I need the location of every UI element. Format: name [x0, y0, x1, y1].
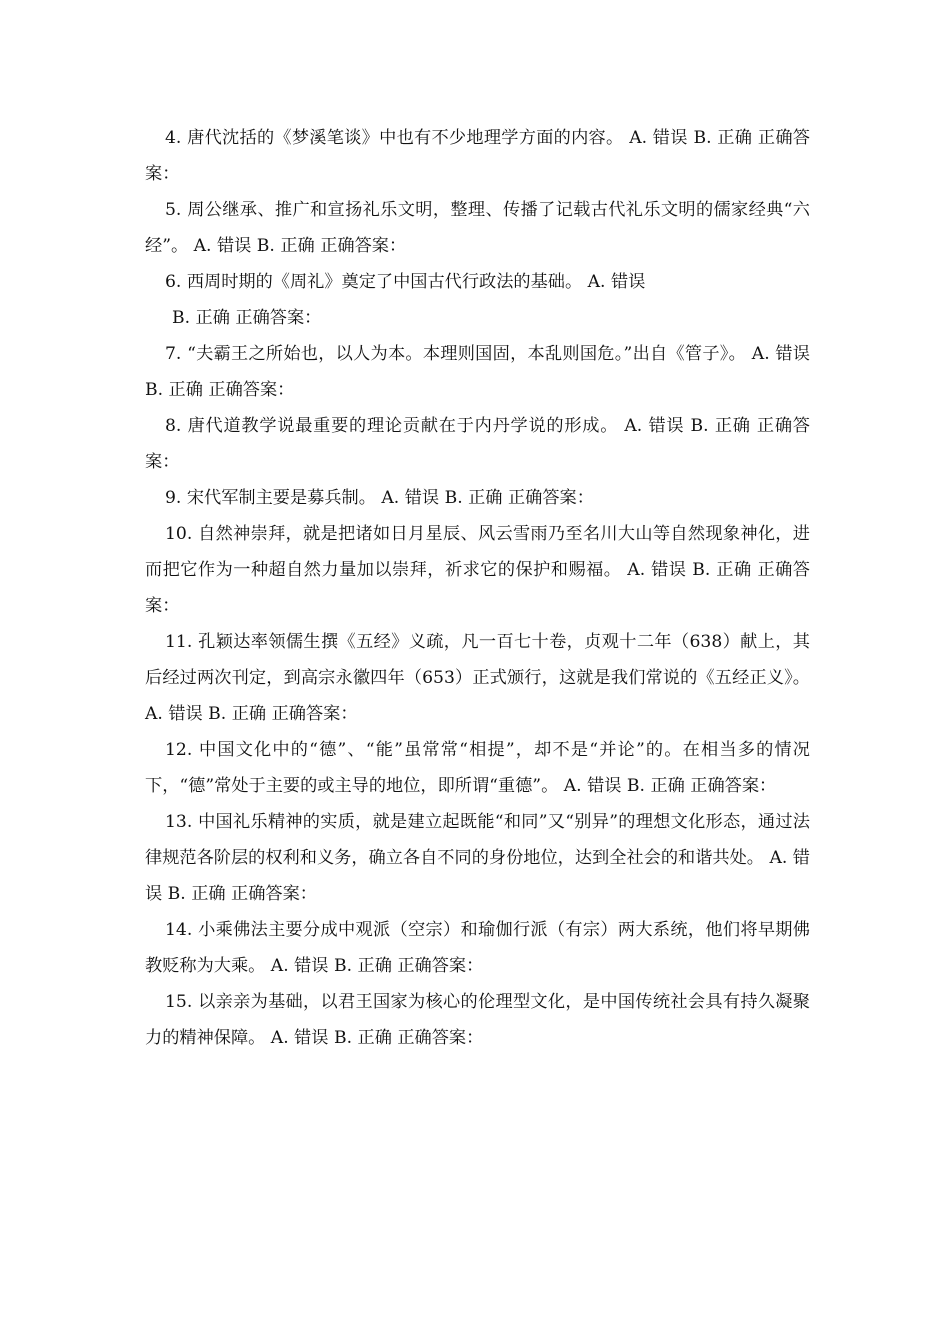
- document-page: [145, 120, 810, 1056]
- question-11: 11. 孔颖达率领儒生撰《五经》义疏，凡一百七十卷，贞观十二年（638）献上，其后经过两次刊定，到高宗永徽四年（653）正式颁行，这就是我们常说的《五经正义》。 A. 错误 B. 正确 正确答案：: [145, 632, 810, 724]
- question-10: 10. 自然神崇拜，就是把诸如日月星辰、风云雪雨乃至名川大山等自然现象神化，进而把它作为一种超自然力量加以崇拜，祈求它的保护和赐福。 A. 错误 B. 正确 正确答案：: [145, 524, 810, 616]
- question-12: 12. 中国文化中的“德”、“能”虽常常“相提”，却不是“并论”的。在相当多的情况下，“德”常处于主要的或主导的地位，即所谓“重德”。 A. 错误 B. 正确 正确答案：: [145, 740, 810, 796]
- question-14: 14. 小乘佛法主要分成中观派（空宗）和瑜伽行派（有宗）两大系统，他们将早期佛教贬称为大乘。 A. 错误 B. 正确 正确答案：: [145, 920, 810, 976]
- question-13: 13. 中国礼乐精神的实质，就是建立起既能“和同”又“别异”的理想文化形态，通过法律规范各阶层的权利和义务，确立各自不同的身份地位，达到全社会的和谐共处。 A. 错误 B. 正确 正确答案：: [145, 812, 810, 904]
- question-5: 5. 周公继承、推广和宣扬礼乐文明，整理、传播了记载古代礼乐文明的儒家经典“六经”。 A. 错误 B. 正确 正确答案：: [145, 200, 810, 256]
- question-9: 9. 宋代军制主要是募兵制。 A. 错误 B. 正确 正确答案：: [165, 488, 594, 508]
- question-6-line-1: 6. 西周时期的《周礼》奠定了中国古代行政法的基础。 A. 错误: [165, 272, 646, 292]
- question-6-line-2: B. 正确 正确答案：: [172, 308, 322, 328]
- question-8: 8. 唐代道教学说最重要的理论贡献在于内丹学说的形成。 A. 错误 B. 正确 正确答案：: [145, 416, 810, 472]
- question-15: 15. 以亲亲为基础，以君王国家为核心的伦理型文化，是中国传统社会具有持久凝聚力的精神保障。 A. 错误 B. 正确 正确答案：: [145, 992, 810, 1048]
- question-6: [145, 264, 810, 336]
- question-4: 4. 唐代沈括的《梦溪笔谈》中也有不少地理学方面的内容。 A. 错误 B. 正确 正确答案：: [145, 128, 810, 184]
- question-7: 7. “夫霸王之所始也，以人为本。本理则国固，本乱则国危。”出自《管子》。 A. 错误 B. 正确 正确答案：: [145, 344, 810, 400]
